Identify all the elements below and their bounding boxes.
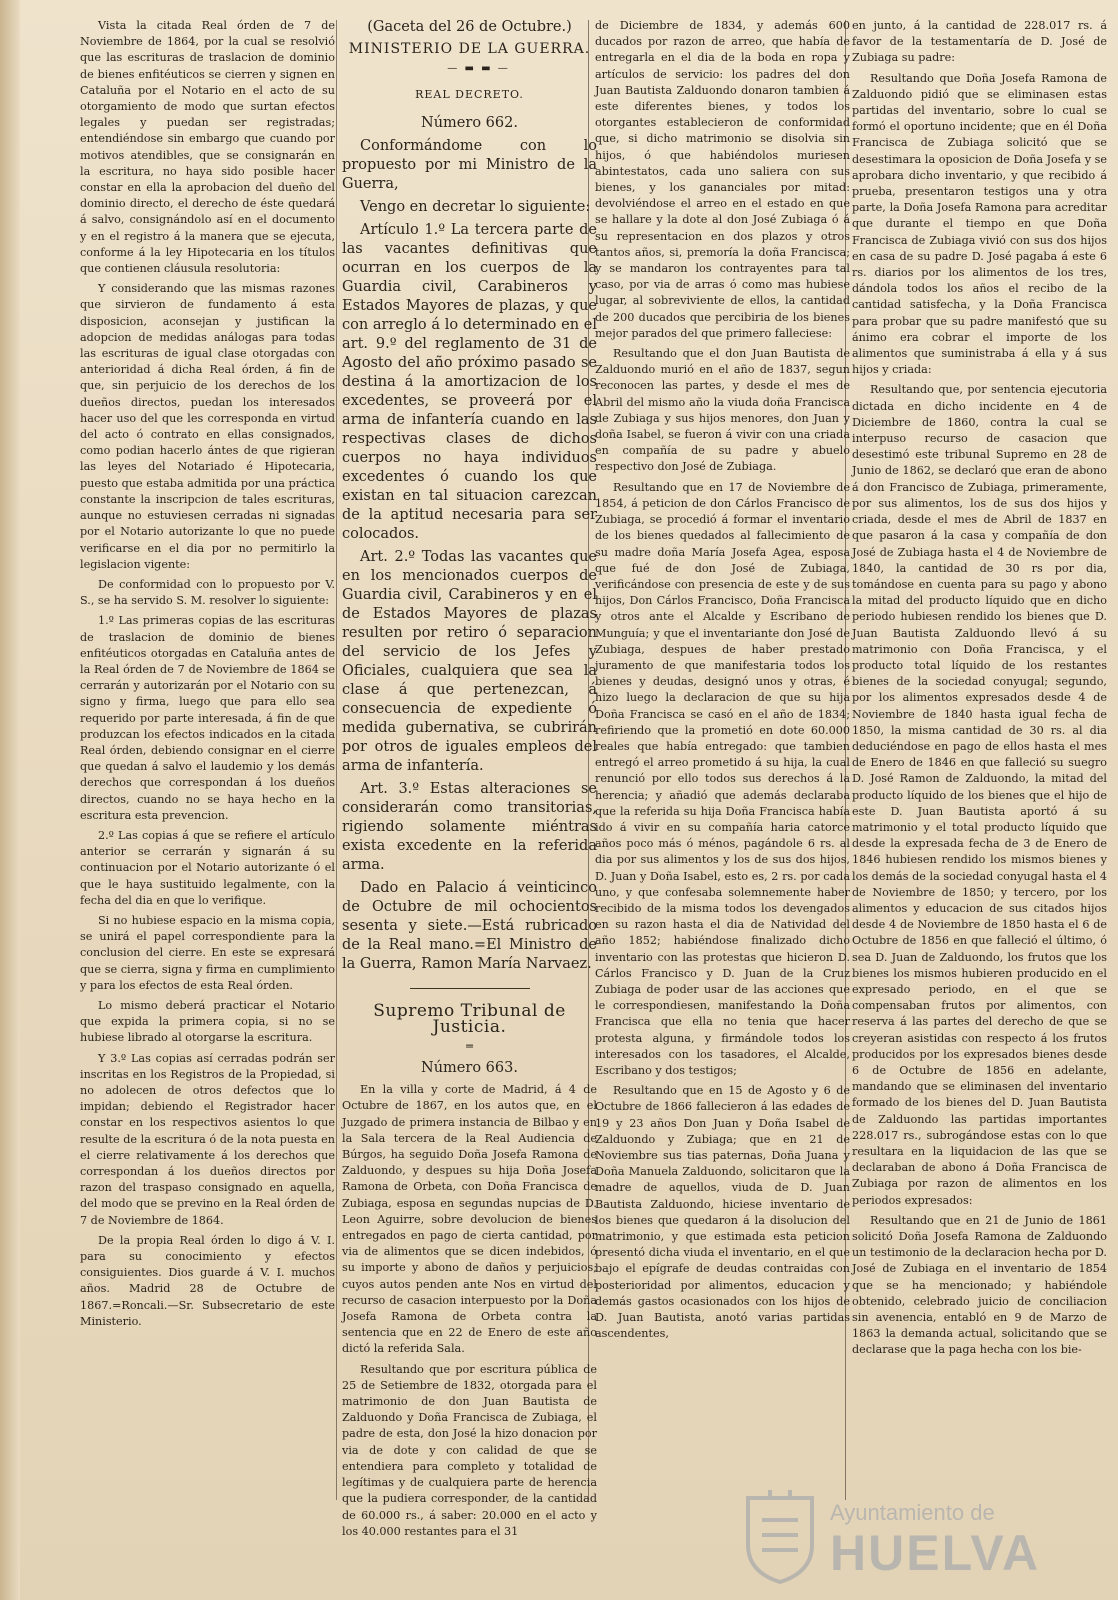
decree-paragraph: Conformándome con lo propuesto por mi Ministro de la Guerra,	[342, 137, 597, 192]
column-2	[342, 18, 597, 1538]
ministry-heading: MINISTERIO DE LA GUERRA.	[348, 41, 591, 57]
paragraph: Resultando que, por sentencia ejecutoria dictada en dicho incidente en 4 de Diciembre de 1860, contra la cual se interpuso recurso de casacion que desestimó este tribunal Supremo en 28 de Junio de 1862, se declaró que eran de abono á don Francisco de Zubiaga, primeramente, por sus alimentos, los de sus dos hijos y criada, desde el mes de Abril de 1837 en que pasaron á la casa y compañía de don José de Zubiaga hasta el 4 de Noviembre de 1840, la cantidad de 30 rs por dia, tomándose en cuenta para su pago y abono la mitad del producto líquido que en dicho periodo hubiesen rendido los bienes que D. Juan Bautista Zalduondo llevó á su matrimonio con Doña Francisca, y el producto total líquido de los restantes bienes de la sociedad conyugal; segundo, por los alimentos expresados desde 4 de Noviembre de 1840 hasta igual fecha de 1850, la misma cantidad de 30 rs. al dia deduciéndose en pago de ellos hasta el mes de Enero de 1846 en que falleció su suegro D. José Ramon de Zalduondo, la mitad del producto líquido de los bienes que el hijo de este D. Juan Bautista aportó á su matrimonio y el total producto líquido que desde la expresada fecha de 3 de Enero de 1846 hubiesen rendido los mismos bienes y los demás de la sociedad conyugal hasta el 4 de Noviembre de 1850; y tercero, por los alimentos y educacion de sus citados hijos desde 4 de Noviembre de 1850 hasta el 6 de Octubre de 1856 en que falleció el último, ó sea D. Juan de Zalduondo, los frutos que los bienes los mismos hubieren producido en el expresado periodo, en el que se compensaban frutos por alimentos, con reserva á las partes del derecho de que se creyeran asistidas con respecto á los frutos producidos por los expresados bienes desde 6 de Octubre de 1856 en adelante, mandando que se eliminasen del inventario formado de los bienes del D. Juan Bautista de Zalduondo las partidas importantes 228.017 rs., subrogándose estas con lo que resultara en la liquidacion de las que se declaraban de abono á Doña Francisca de Zubiaga por razon de alimentos en los periodos expresados:	[852, 383, 1107, 1207]
page-edge	[0, 0, 20, 1600]
paragraph: 2.º Las copias á que se refiere el artículo anterior se cerrarán y signarán á su continuacion por el Notario autorizante ó el que le haya sustituido legalmente, con la fecha del dia en que lo verifique.	[80, 828, 335, 907]
case-number: Número 663.	[421, 1060, 518, 1077]
decree-label: REAL DECRETO.	[415, 88, 524, 102]
paragraph: 1.º Las primeras copias de las escrituras de traslacion de dominio de bienes enfitéuticos otorgadas en Cataluña antes de la Real órden de 7 de Noviembre de 1864 se cerrarán y autorizarán por el Notario con su signo y firma, luego que para ello sea requerido por parte interesada, á fin de que produzcan los efectos indicados en la citada Real órden, debiendo consignar en el cierre que quedan á salvo el laudemio y los demás derechos que correspondan á los dueños directos, cuando no se haya hecho en la escritura esta prevencion.	[80, 614, 335, 822]
paragraph: en junto, á la cantidad de 228.017 rs. á favor de la testamentaría de D. José de Zubiaga su padre:	[852, 19, 1107, 65]
paragraph: Resultando que en 17 de Noviembre de 1854, á peticion de don Cárlos Francisco de Zubiaga, se procedió á formar el inventario de los bienes quedados al fallecimiento de su madre doña María Josefa Agea, esposa que fué de don José de Zubiaga, verificándose con presencia de este y de sus hijos, Don Cárlos Francisco, Doña Francisca y otros ante el Alcalde y Escribano de Munguía; y que el inventariante don José de Zubiaga, despues de haber prestado juramento de que manifestaria todos los bienes y deudas, designó unos y otras, é hizo luego la declaracion de que su hija Doña Francisca se casó en el año de 1834; refiriendo que la prometió en dote 60.000 reales que había entregado: que tambien entregó el arreo prometido á su hija, la cual renunció por ello todos sus derechos á la herencia; y añadió que además declaraba que la referida su hija Doña Francisca había ido á vivir en su compañía haria catorce años poco más ó ménos, pagándole 6 rs. al dia por sus alimentos y los de sus dos hijos, D. Juan y Doña Isabel, esto es, 2 rs. por cada uno, y que confesaba solemnemente haber recibido de la misma todos los devengados en su razon hasta el dia de Natividad del año 1852; habiéndose finalizado dicho inventario con las protestas que hicieron D. Cárlos Francisco y D. Juan de la Cruz Zubiaga de poder usar de las acciones que le correspondiesen, manifestando la Doña Francisca que ella no tenia que hacer protesta alguna, y firmándole todos los interesados con los tasadores, el Alcalde, Escribano y dos testigos;	[595, 480, 850, 1077]
column-rule	[336, 20, 337, 1500]
paragraph: Resultando que Doña Josefa Ramona de Zalduondo pidió que se eliminasen estas partidas del inventario, sobre lo cual se formó el oportuno incidente; que en él Doña Francisca de Zubiaga solicitó que se desestimara la oposicion de Doña Josefa y se aprobara dicho inventario, y que recibido á prueba, presentaron testigos una y otra parte, la Doña Josefa Ramona para acreditar que durante el tiempo en que Doña Francisca de Zubiaga vivió con sus dos hijos en casa de su padre D. José pagaba á este 6 rs. diarios por los alimentos de los tres, dándola todos los años el recibo de la cantidad satisfecha, y la Doña Francisca para probar que su padre manifestó que su ánimo era cobrar el importe de los alimentos que suministraba á ella y á sus hijos y criada:	[852, 71, 1107, 377]
decree-paragraph: Vengo en decretar lo siguiente:	[360, 198, 591, 215]
paragraph: De la propia Real órden lo digo á V. I. para su conocimiento y efectos consiguientes. Dios guarde á V. I. muchos años. Madrid 28 de Octubre de 1867.=Roncali.—Sr. Subsecretario de este Ministerio.	[80, 1233, 335, 1328]
city-shield-icon	[740, 1490, 820, 1585]
watermark-line-2: HUELVA	[830, 1525, 1041, 1581]
tribunal-heading: Supremo Tribunal de Justicia.	[373, 1000, 566, 1037]
paragraph: Y considerando que las mismas razones que sirvieron de fundamento á esta disposicion, aconsejan y justifican la adopcion de medidas análogas para todas las escrituras de igual clase otorgadas con anterioridad á dicha Real órden, á fin de que, sin perjuicio de los derechos de los dueños directos, puedan los interesados hacer uso del que les corresponda en virtud del acto ó contrato en ellas consignados, como podian hacerlo ántes de que rigieran las leyes del Notariado é Hipotecaria, puesto que estaba admitida por una práctica constante la inscripcion de tales escrituras, aunque no estuviesen cerradas ni signadas por el Notario autorizante lo que no puede verificarse en el dia por no permitirlo la legislacion vigente:	[80, 282, 335, 571]
column-1	[80, 18, 335, 1508]
case-paragraph: En la villa y corte de Madrid, á 4 de Octubre de 1867, en los autos que, en el Juzgado de primera instancia de Bilbao y en la Sala tercera de la Real Audiencia de Búrgos, ha seguido Doña Josefa Ramona de Zalduondo, y despues su hija Doña Josefa Ramona de Orbeta, con Doña Francisca de Zubiaga, esposa en segundas nupcias de D. Leon Aguirre, sobre devolucion de bienes entregados en pago de cierta cantidad, por via de alimentos que se dicen indebidos, ó su importe y abono de daños y perjuicios; cuyos autos penden ante Nos en virtud del recurso de casacion interpuesto por la Doña Josefa Ramona de Orbeta contra la sentencia que en 22 de Enero de este año dictó la referida Sala.	[342, 1083, 597, 1356]
gazette-citation: (Gaceta del 26 de Octubre.)	[367, 19, 572, 35]
paragraph: Resultando que en 15 de Agosto y 6 de Octubre de 1866 fallecieron á las edades de 19 y 23 años Don Juan y Doña Isabel de Zalduondo y Zubiaga; que en 21 de Noviembre sus tias paternas, Doña Juana y Doña Manuela Zalduondo, solicitaron que la madre de aquellos, viuda de D. Juan Bautista Zalduondo, hiciese inventario de los bienes que quedaron á la disolucion del matrimonio, y que estimada esta peticion presentó dicha viuda el inventario, en el que bajo el epígrafe de deudas contraidas con posterioridad por alimentos, educacion y demás gastos ocasionados con los hijos de D. Juan Bautista, anotó varias partidas ascendentes,	[595, 1084, 850, 1341]
archive-watermark	[740, 1490, 1040, 1590]
section-divider	[410, 988, 530, 989]
paragraph: Vista la citada Real órden de 7 de Noviembre de 1864, por la cual se resolvió que las escrituras de traslacion de dominio de bienes enfitéuticos se cierren y signen en Cataluña por el Notario en el acto de su otorgamiento de modo que surtan efectos legales y puedan ser registradas; entendiéndose sin embargo que cuando por motivos atendibles, que se consignarán en la escritura, no haya sido posible hacer constar en ella la aprobacion del dueño del dominio directo, el derecho de éste quedará á salvo, consignándolo así en el documento y en el registro á la manera que se ejecuta, conforme á la ley Hipotecaria en los títulos que contienen cláusula resolutoria:	[80, 19, 335, 276]
case-paragraph: Resultando que por escritura pública de 25 de Setiembre de 1832, otorgada para el matrimonio de don Juan Bautista de Zalduondo y Doña Francisca de Zubiaga, el padre de esta, don José la hizo donacion por via de dote y con calidad de que se entendiera para completo y totalidad de legítimas y de cualquiera parte de herencia que la pudiera corresponder, de la cantidad de 60.000 rs., á saber: 20.000 en el acto y los 40.000 restantes para el 31	[342, 1362, 597, 1538]
column-3	[595, 18, 850, 1508]
decree-paragraph: Art. 3.º Estas alteraciones se considerarán como transitorias, rigiendo solamente miéntras exista excedente en la referida arma.	[342, 780, 597, 873]
decree-paragraph: Dado en Palacio á veinticinco de Octubre de mil ochocientos sesenta y siete.—Está rubricado de la Real mano.=El Ministro de la Guerra, Ramon María Narvaez.	[342, 879, 597, 972]
column-4	[852, 18, 1107, 1508]
decree-paragraph: Artículo 1.º La tercera parte de las vacantes definitivas que ocurran en los cuerpos de la Guardia civil, Carabineros y Estados Mayores de plazas, y que con arreglo á lo determinado en el art. 9.º del reglamento de 31 de Agosto del año próximo pasado se destina á la amortizacion de los excedentes, se proveerá por el arma de infantería cuando en las respectivas clases de dichos cuerpos no haya individuos excedentes ó cuando los que existan en tal situacion carezcan de la aptitud necesaria para ser colocados.	[342, 221, 597, 542]
paragraph: Si no hubiese espacio en la misma copia, se unirá el papel correspondiente para la conclusion del cierre. En este se expresará que se cierra, signa y firma en cumplimiento y para los efectos de esta Real órden.	[80, 913, 335, 992]
paragraph: De conformidad con lo propuesto por V. S., se ha servido S. M. resolver lo siguiente:	[80, 577, 335, 608]
ornament: — ▬ ▬ —	[447, 63, 510, 75]
paragraph: Resultando que en 21 de Junio de 1861 solicitó Doña Josefa Ramona de Zalduondo un testimonio de la declaracion hecha por D. José de Zubiaga en el inventario de 1854 que se ha mencionado; y habiéndole obtenido, celebrado juicio de conciliacion sin avenencia, entabló en 9 de Marzo de 1863 la demanda actual, solicitando que se declarase que la paga hecha con los bie-	[852, 1213, 1107, 1357]
paragraph: Resultando que el don Juan Bautista de Zalduondo murió en el año de 1837, segun reconocen las partes, y desde el mes de Abril del mismo año la viuda doña Francisca de Zubiaga y sus hijos menores, don Juan y doña Isabel, se fueron á vivir con una criada en compañía de su padre y abuelo respectivo don José de Zubiaga.	[595, 347, 850, 474]
decree-paragraph: Art. 2.º Todas las vacantes que en los mencionados cuerpos de Guardia civil, Carabineros y en el de Estados Mayores de plazas resulten por retiro ó separacion del servicio de los Jefes y Oficiales, cualquiera que sea la clase á que pertenezcan, á consecuencia de expediente ó medida gubernativa, se cubrirán por otros de iguales empleos del arma de infantería.	[342, 548, 597, 774]
paragraph: de Diciembre de 1834, y además 600 ducados por razon de arreo, que había de entregarla en el dia de la boda en ropa y artículos de servicio: los padres del don Juan Bautista Zalduondo donaron tambien á este diferentes bienes, y todos los otorgantes establecieron de conformidad que, si dicho matrimonio se disolvia sin hijos, ó que habiéndolos muriesen abintestatos, cada uno saliera con sus bienes, y los gananciales por mitad: devolviéndose el arreo en el estado en que se hallare y la dote al don José Zubiaga ó á su representacion en dos plazos y otros tantos años, si, premoría la doña Francisca; y se mandaron los contrayentes para tal caso, por via de arras ó como mas hubiese lugar, al sobreviviente de ellos, la cantidad de 200 ducados que percibiria de los bienes mejor parados del que primero falleciese:	[595, 19, 850, 340]
decree-number: Número 662.	[421, 114, 518, 131]
tribunal-mark: ═	[466, 1040, 473, 1054]
watermark-line-1: Ayuntamiento de	[830, 1500, 995, 1525]
paragraph: Lo mismo deberá practicar el Notario que expida la primera copia, si no se hubiese librado al otorgarse la escritura.	[80, 998, 335, 1045]
paragraph: Y 3.º Las copias así cerradas podrán ser inscritas en los Registros de la Propiedad, si no adolecen de otros defectos que lo impidan; debiendo el Registrador hacer constar en los respectivos asientos lo que resulte de la escritura ó de la nota puesta en el cierre relativamente á los derechos que correspondan á los dueños directos por razon del traspaso consignado en aquella, del modo que se previno en la Real órden de 7 de Noviembre de 1864.	[80, 1051, 335, 1227]
